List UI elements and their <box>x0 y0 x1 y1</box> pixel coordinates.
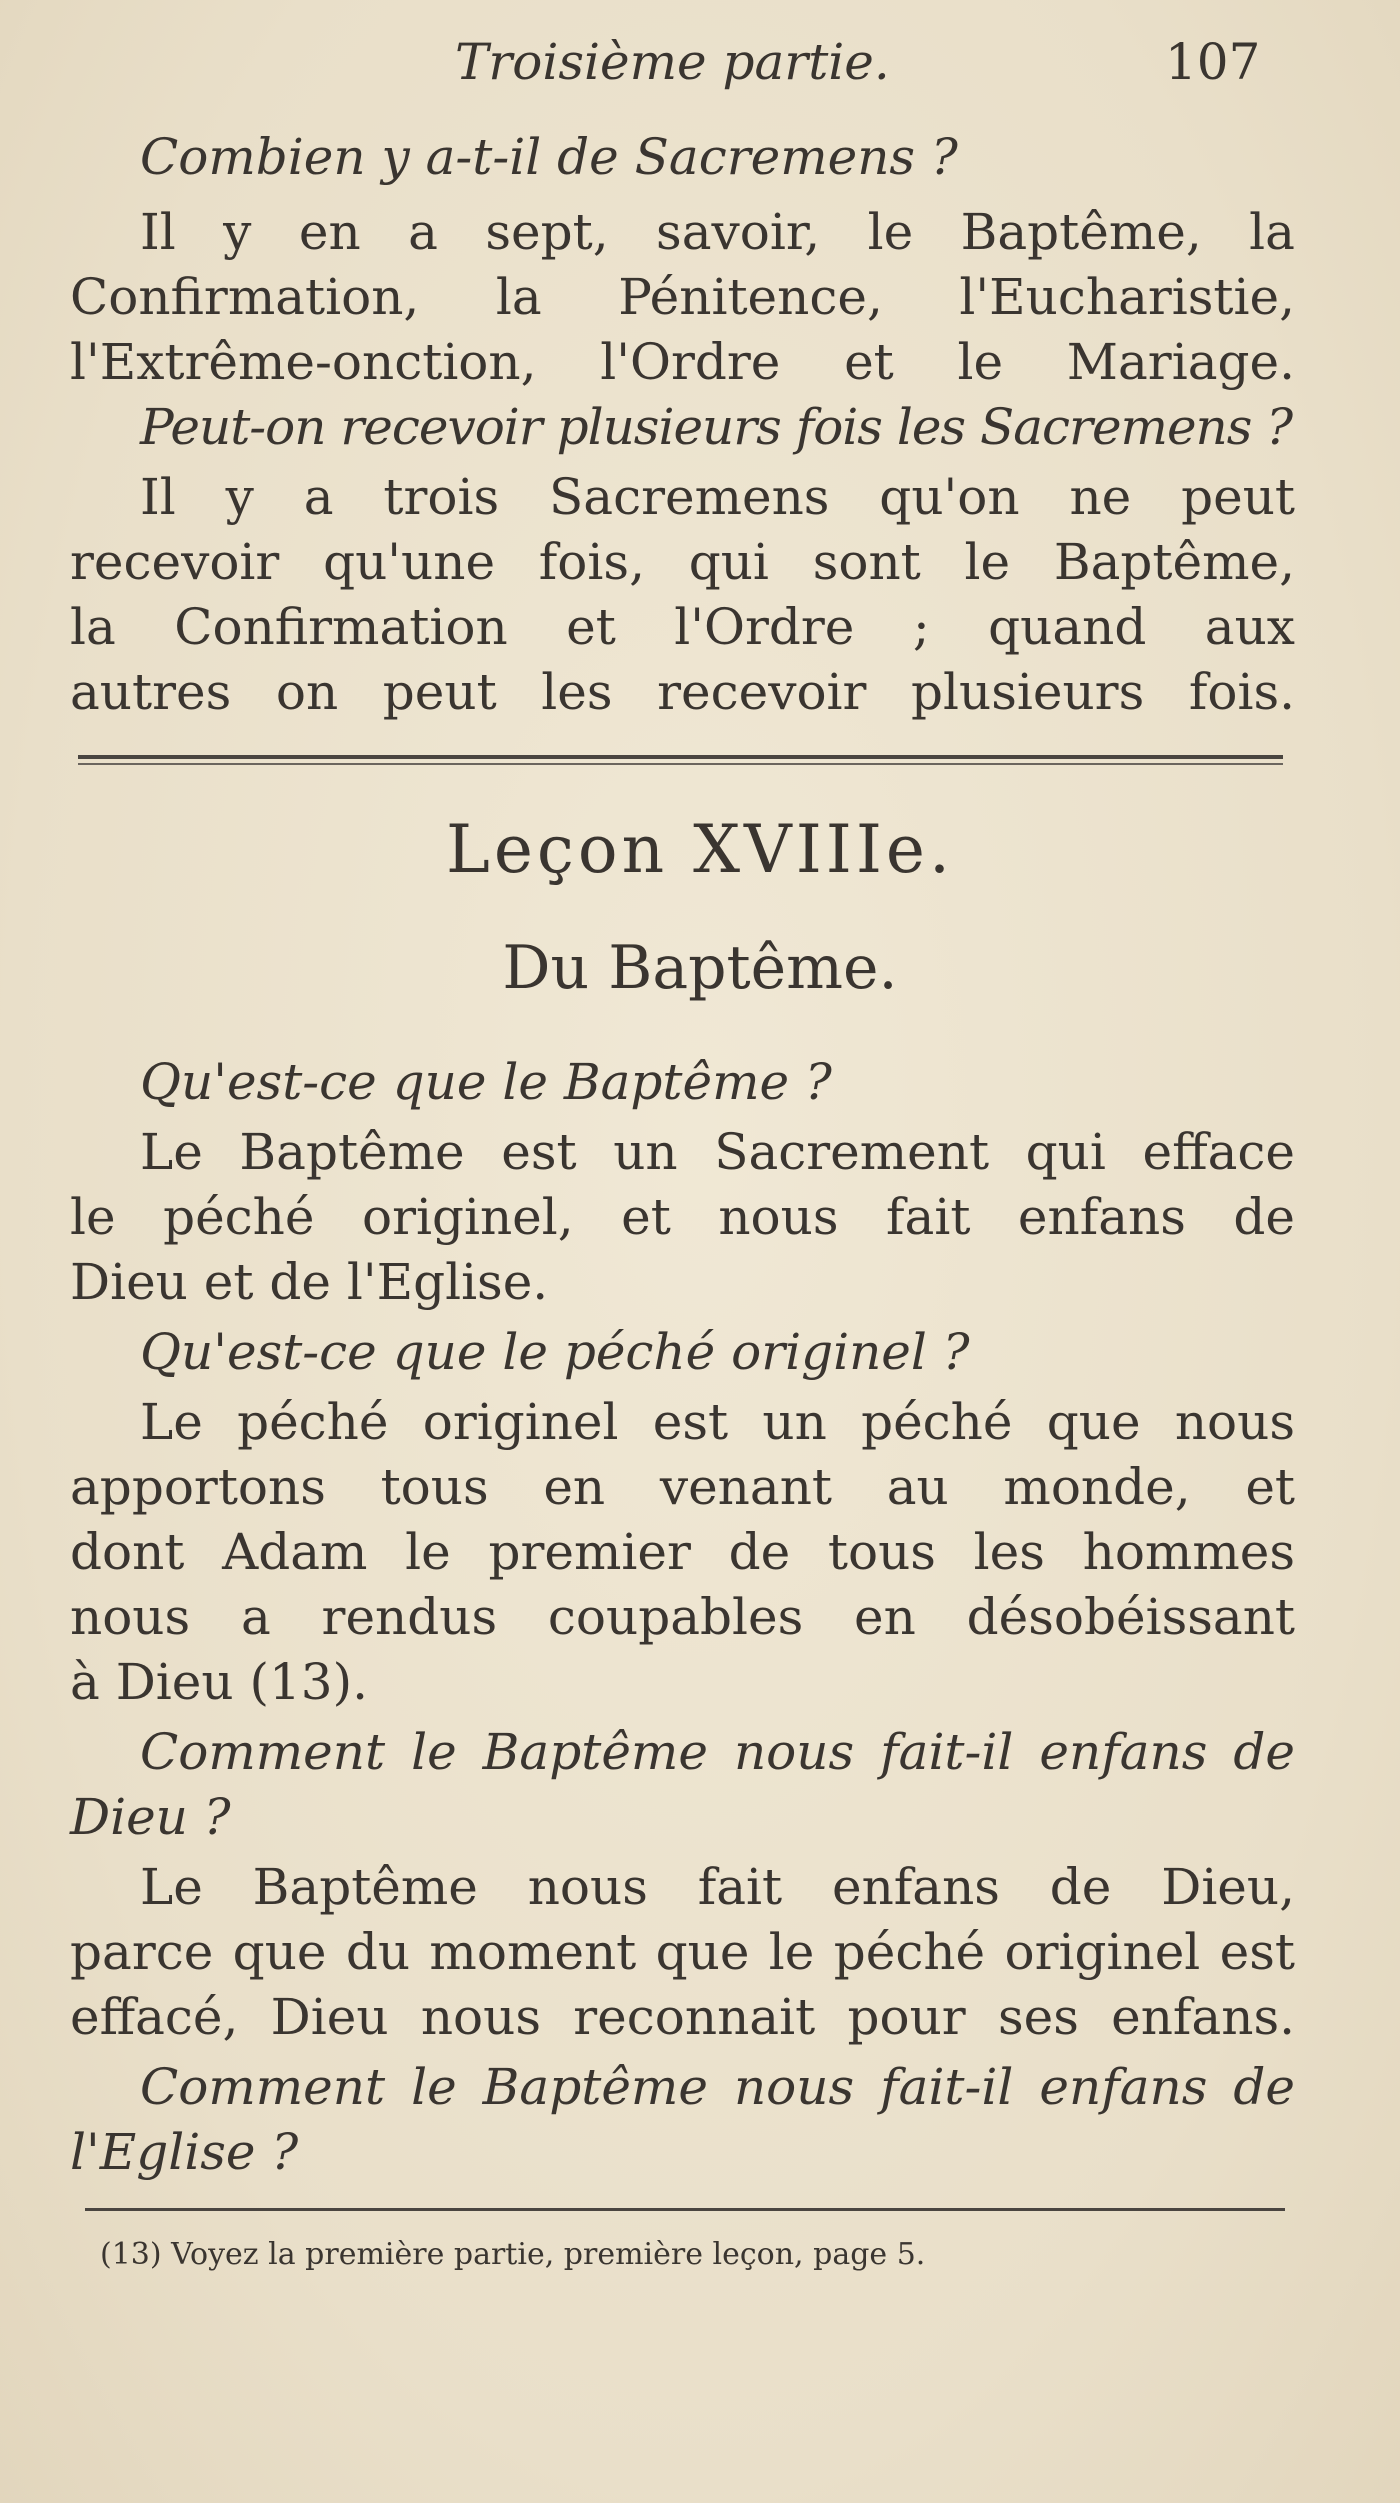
answer-line: Le Baptême est un Sacrement qui efface <box>140 1123 1295 1181</box>
section-divider-thin <box>78 763 1283 765</box>
answer-line: Confirmation, la Pénitence, l'Eucharistie, <box>70 268 1295 326</box>
answer-line: dont Adam le premier de tous les hommes <box>70 1523 1295 1581</box>
answer-line: à Dieu (13). <box>70 1653 368 1711</box>
answer-line: apportons tous en venant au monde, et <box>70 1458 1295 1516</box>
lesson-title: Leçon XVIIIe. <box>446 811 954 888</box>
answer-line: Dieu et de l'Eglise. <box>70 1253 549 1311</box>
footnote: (13) Voyez la première partie, première leçon, page 5. <box>100 2237 926 2272</box>
question-line: Peut-on recevoir plusieurs fois les Sacremens ? <box>140 398 1293 456</box>
answer-line: le péché originel, et nous fait enfans de <box>70 1188 1295 1246</box>
answer-line: nous a rendus coupables en désobéissant <box>70 1588 1295 1646</box>
answer-line: l'Extrême-onction, l'Ordre et le Mariage. <box>70 333 1295 391</box>
section-divider <box>78 755 1283 759</box>
question-line: Qu'est-ce que le Baptême ? <box>140 1053 832 1111</box>
running-header-title: Troisième partie. <box>455 33 890 91</box>
answer-line: la Confirmation et l'Ordre ; quand aux <box>70 598 1295 656</box>
answer-line: parce que du moment que le péché originel est <box>70 1923 1295 1981</box>
lesson-subtitle: Du Baptême. <box>502 933 898 1003</box>
page-number: 107 <box>1165 33 1261 91</box>
answer-line: Le péché originel est un péché que nous <box>140 1393 1295 1451</box>
question-line: Comment le Baptême nous fait-il enfans de <box>140 2058 1295 2116</box>
answer-line: effacé, Dieu nous reconnait pour ses enfans. <box>70 1988 1295 2046</box>
question-line: Combien y a-t-il de Sacremens ? <box>140 128 958 186</box>
answer-line: autres on peut les recevoir plusieurs fois. <box>70 663 1295 721</box>
answer-line: Il y en a sept, savoir, le Baptême, la <box>140 203 1295 261</box>
question-line: Comment le Baptême nous fait-il enfans de <box>140 1723 1295 1781</box>
question-line: Dieu ? <box>70 1788 231 1846</box>
question-line: l'Eglise ? <box>70 2123 299 2181</box>
answer-line: Il y a trois Sacremens qu'on ne peut <box>140 468 1295 526</box>
answer-line: recevoir qu'une fois, qui sont le Baptême, <box>70 533 1295 591</box>
footnote-divider <box>85 2208 1285 2211</box>
answer-line: Le Baptême nous fait enfans de Dieu, <box>140 1858 1295 1916</box>
question-line: Qu'est-ce que le péché originel ? <box>140 1323 970 1381</box>
